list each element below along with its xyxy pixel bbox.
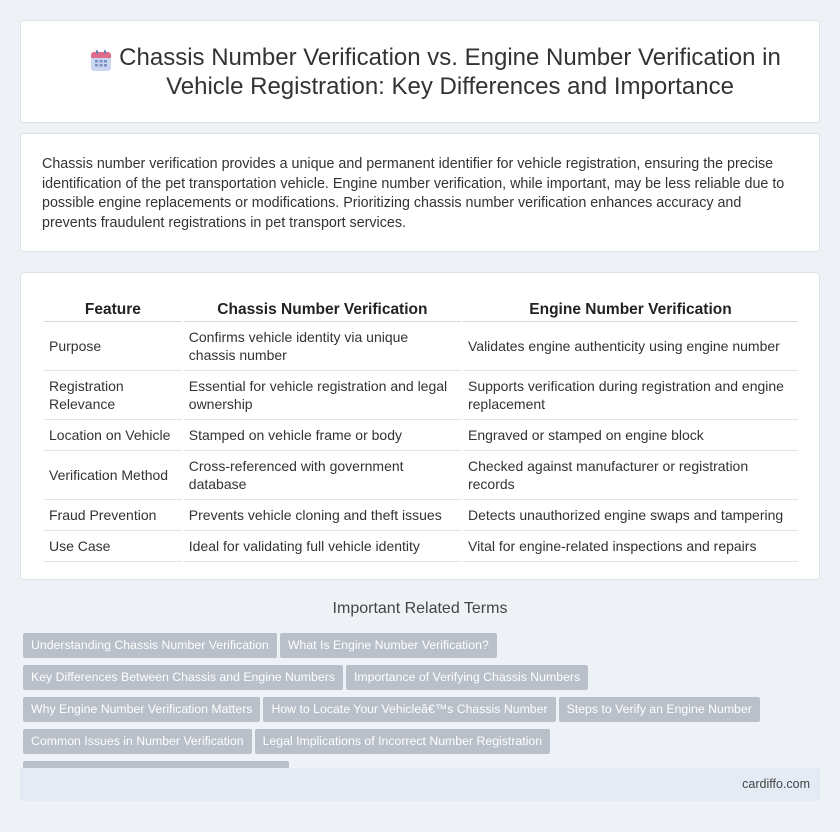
comparison-table [42,293,800,562]
table-cell: Stamped on vehicle frame or body [184,420,461,451]
summary-card [20,133,820,252]
table-row [44,500,798,531]
header-card [20,20,820,123]
table-cell: Detects unauthorized engine swaps and tampering [463,500,798,531]
table-row [44,451,798,500]
table-cell: Purpose [44,322,182,371]
table-cell: Ideal for validating full vehicle identity [184,531,461,562]
table-cell: Prevents vehicle cloning and theft issues [184,500,461,531]
term-tag[interactable]: Importance of Verifying Chassis Numbers [346,665,588,690]
term-tag[interactable]: Why Engine Number Verification Matters [23,697,260,722]
table-cell: Checked against manufacturer or registration records [463,451,798,500]
table-cell: Location on Vehicle [44,420,182,451]
table-row [44,371,798,420]
table-cell: Use Case [44,531,182,562]
table-row [44,531,798,562]
term-tag[interactable]: Steps to Verify an Engine Number [559,697,760,722]
table-row [44,322,798,371]
header-engine: Engine Number Verification [463,293,798,322]
term-tag[interactable]: How to Locate Your Vehicleâ€™s Chassis Number [263,697,555,722]
table-cell: Cross-referenced with government database [184,451,461,500]
footer [20,768,820,801]
term-tag[interactable]: What Is Engine Number Verification? [280,633,497,658]
calendar-icon [89,49,113,73]
term-tag[interactable]: Key Differences Between Chassis and Engine Numbers [23,665,343,690]
table-cell: Vital for engine-related inspections and repairs [463,531,798,562]
term-tag[interactable]: Common Issues in Number Verification [23,729,252,754]
related-terms-title: Important Related Terms [332,600,508,617]
table-cell: Registration Relevance [44,371,182,420]
table-cell: Confirms vehicle identity via unique chassis number [184,322,461,371]
table-cell: Validates engine authenticity using engine number [463,322,798,371]
table-header-row [44,293,798,322]
footer-site-link[interactable]: cardiffo.com [742,777,810,791]
header-chassis: Chassis Number Verification [184,293,461,322]
header-feature: Feature [44,293,182,322]
summary-text: Chassis number verification provides a unique and permanent identifier for vehicle registration, ensuring the precise identification of the pet transportation vehicle. Engine number verification, while important, may be less reliable due to possible engine replacements or modifications. Prioritizing chassis number verification enhances accuracy and prevents fraudulent registrations in pet transport services. [42,156,785,231]
table-cell: Essential for vehicle registration and legal ownership [184,371,461,420]
table-cell: Verification Method [44,451,182,500]
table-row [44,420,798,451]
term-tag[interactable]: Understanding Chassis Number Verification [23,633,277,658]
table-cell: Engraved or stamped on engine block [463,420,798,451]
term-tag[interactable]: Legal Implications of Incorrect Number Registration [255,729,551,754]
page-title: Chassis Number Verification vs. Engine Number Verification in Vehicle Registration: Key Differences and Importance [119,44,781,100]
comparison-table-card [20,272,820,580]
table-cell: Fraud Prevention [44,500,182,531]
table-cell: Supports verification during registration and engine replacement [463,371,798,420]
